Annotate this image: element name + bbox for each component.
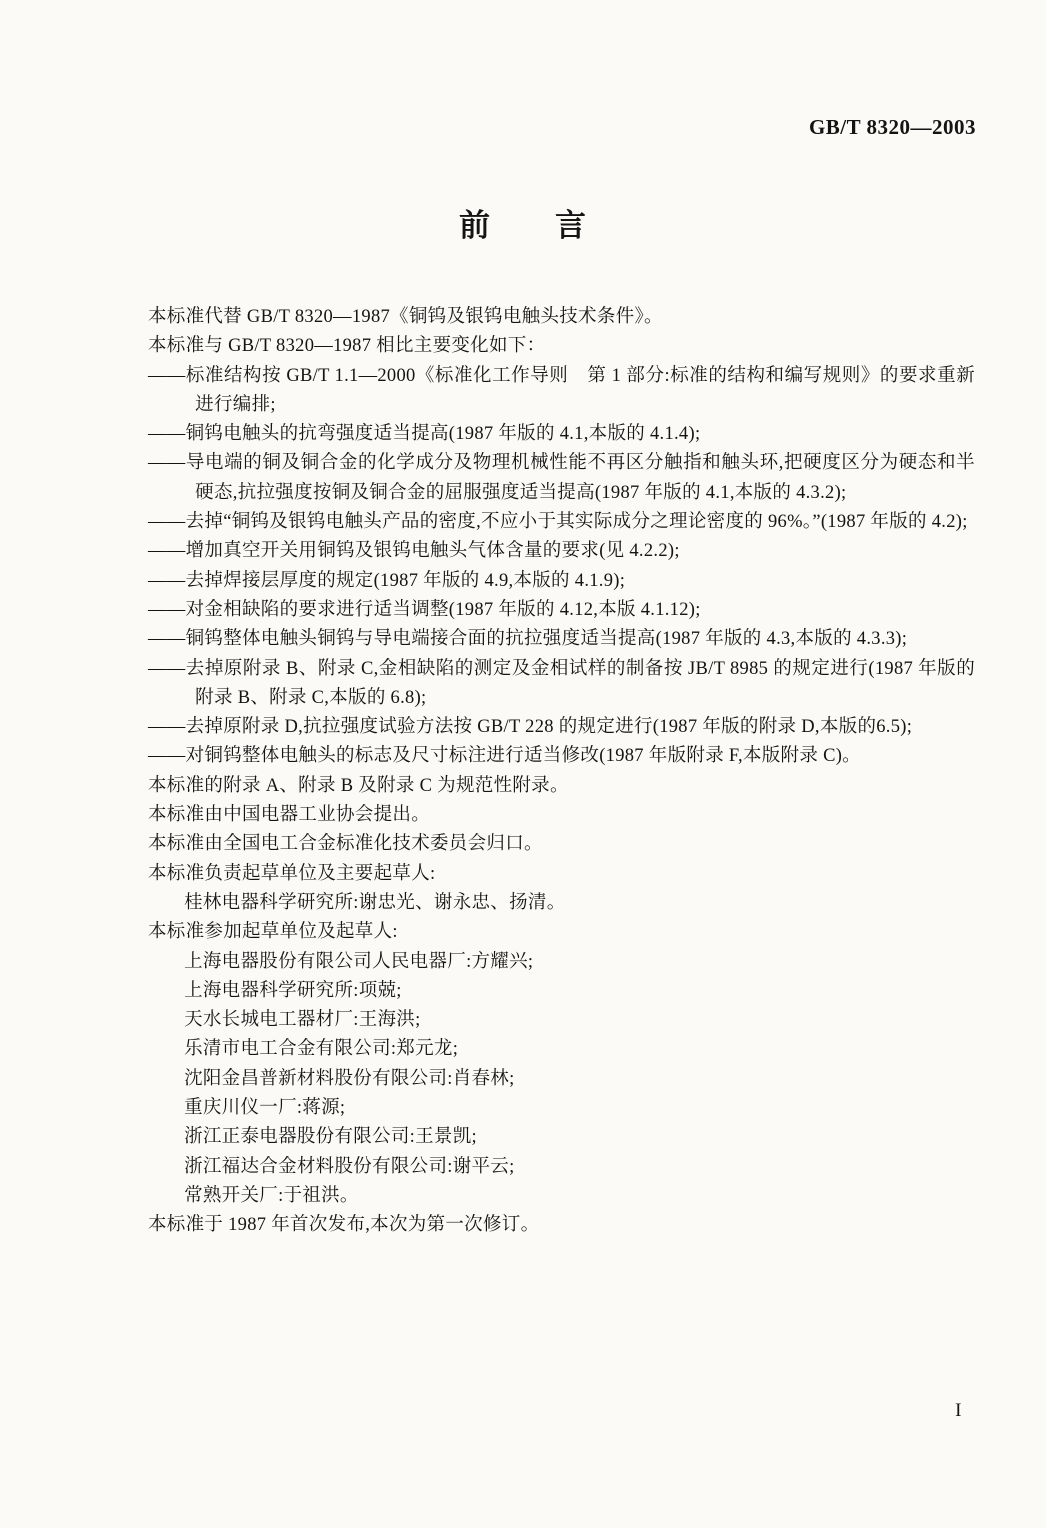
- foreword-line: ——增加真空开关用铜钨及银钨电触头气体含量的要求(见 4.2.2);: [148, 541, 680, 562]
- foreword-line: 浙江福达合金材料股份有限公司:谢平云;: [184, 1156, 515, 1177]
- foreword-body: [148, 303, 975, 1241]
- foreword-line: ——去掉“铜钨及银钨电触头产品的密度,不应小于其实际成分之理论密度的 96%。”(1987 年版的 4.2);: [148, 512, 968, 533]
- foreword-line: ——导电端的铜及铜合金的化学成分及物理机械性能不再区分触指和触头环,把硬度区分为硬态和半硬态,抗拉强度按铜及铜合金的屈服强度适当提高(1987 年版的 4.1,本版的 4.3.2);: [148, 453, 975, 503]
- foreword-line: 本标准负责起草单位及主要起草人:: [148, 863, 436, 884]
- foreword-line: 本标准由中国电器工业协会提出。: [148, 805, 431, 826]
- foreword-line: 上海电器股份有限公司人民电器厂:方耀兴;: [184, 951, 534, 972]
- foreword-line: 乐清市电工合金有限公司:郑元龙;: [184, 1039, 459, 1060]
- foreword-line: 重庆川仪一厂:蒋源;: [184, 1098, 346, 1119]
- foreword-line: 桂林电器科学研究所:谢忠光、谢永忠、扬清。: [184, 892, 566, 913]
- foreword-line: 本标准由全国电工合金标准化技术委员会归口。: [148, 834, 543, 855]
- foreword-line: 本标准参加起草单位及起草人:: [148, 922, 398, 943]
- foreword-line: ——标准结构按 GB/T 1.1—2000《标准化工作导则 第 1 部分:标准的结构和编写规则》的要求重新进行编排;: [148, 365, 975, 415]
- page-number: I: [955, 1400, 962, 1421]
- foreword-line: ——铜钨整体电触头铜钨与导电端接合面的抗拉强度适当提高(1987 年版的 4.3,本版的 4.3.3);: [148, 629, 908, 650]
- standard-code: GB/T 8320—2003: [808, 115, 976, 139]
- foreword-line: 上海电器科学研究所:项兢;: [184, 980, 402, 1001]
- foreword-line: 浙江正泰电器股份有限公司:王景凯;: [184, 1127, 477, 1148]
- foreword-line: ——去掉原附录 D,抗拉强度试验方法按 GB/T 228 的规定进行(1987 年版的附录 D,本版的6.5);: [148, 717, 913, 738]
- foreword-line: ——对铜钨整体电触头的标志及尺寸标注进行适当修改(1987 年版附录 F,本版附录 C)。: [148, 746, 861, 767]
- foreword-line: ——去掉焊接层厚度的规定(1987 年版的 4.9,本版的 4.1.9);: [148, 570, 626, 591]
- foreword-line: 本标准于 1987 年首次发布,本次为第一次修订。: [148, 1215, 540, 1236]
- foreword-line: ——铜钨电触头的抗弯强度适当提高(1987 年版的 4.1,本版的 4.1.4);: [148, 424, 701, 445]
- foreword-line: ——去掉原附录 B、附录 C,金相缺陷的测定及金相试样的制备按 JB/T 8985 的规定进行(1987 年版的附录 B、附录 C,本版的 6.8);: [148, 658, 975, 708]
- foreword-line: 沈阳金昌普新材料股份有限公司:肖春林;: [184, 1068, 515, 1089]
- foreword-line: ——对金相缺陷的要求进行适当调整(1987 年版的 4.12,本版 4.1.12);: [148, 599, 701, 620]
- foreword-line: 本标准与 GB/T 8320—1987 相比主要变化如下：: [148, 336, 546, 357]
- foreword-line: 本标准代替 GB/T 8320—1987《铜钨及银钨电触头技术条件》。: [148, 307, 663, 327]
- foreword-line: 天水长城电工器材厂:王海洪;: [184, 1010, 421, 1031]
- foreword-line: 常熟开关厂:于祖洪。: [184, 1185, 359, 1206]
- page-title: 前 言: [459, 208, 587, 243]
- foreword-line: 本标准的附录 A、附录 B 及附录 C 为规范性附录。: [148, 775, 569, 796]
